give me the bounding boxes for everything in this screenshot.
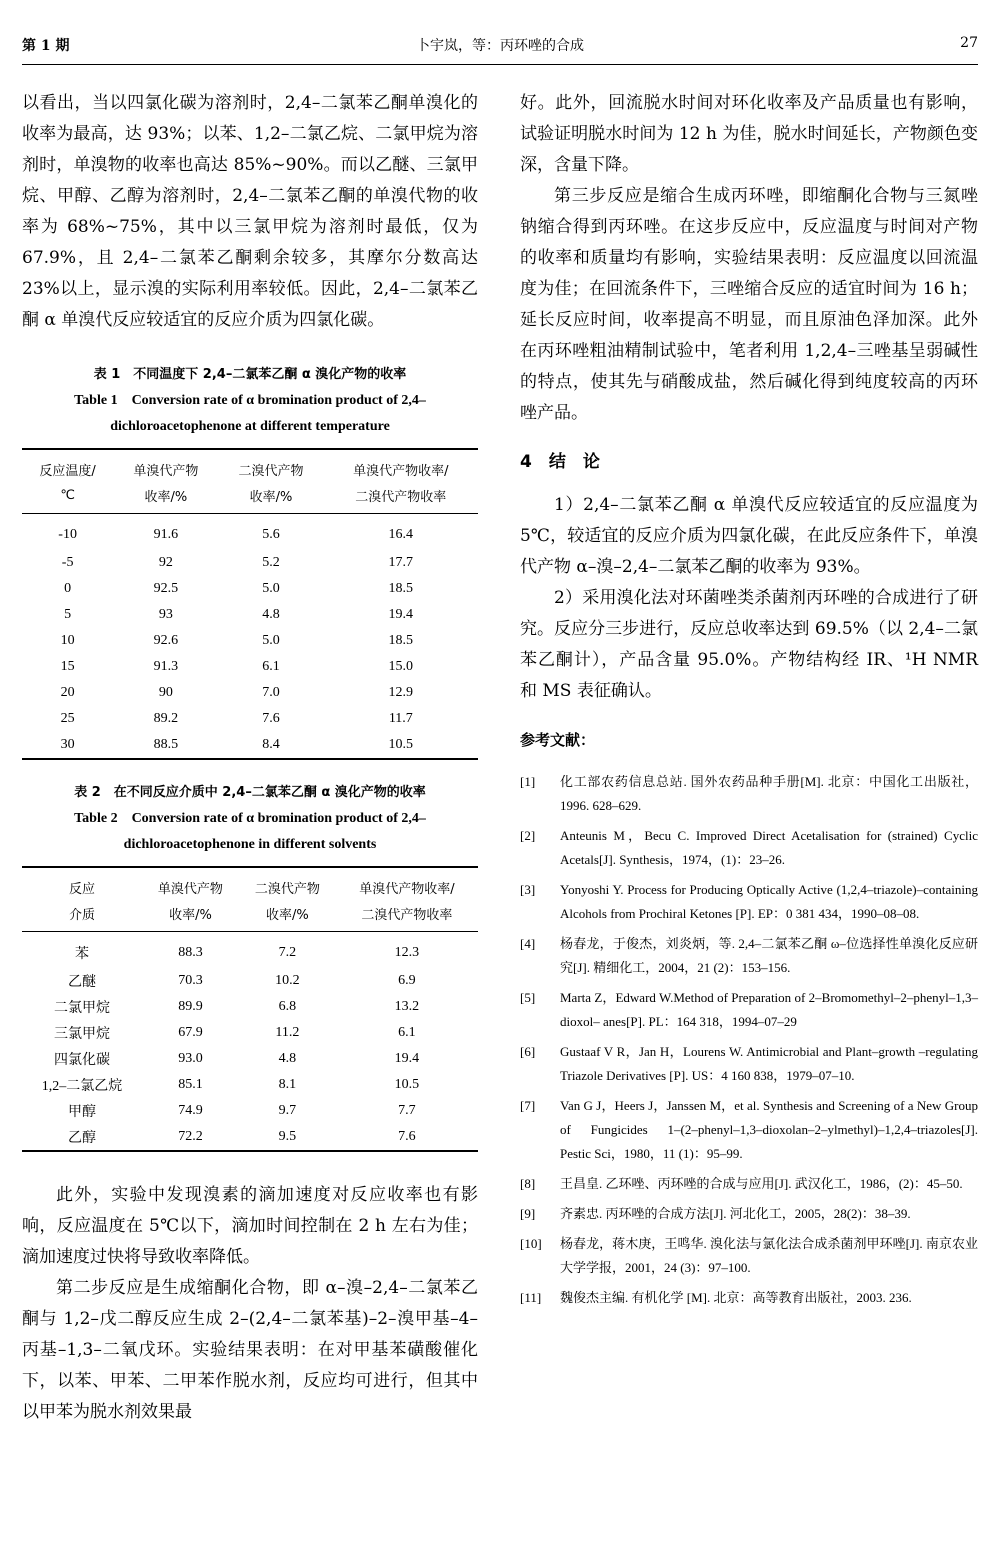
table1-cell: -5 [61, 555, 74, 570]
reference-text: Anteunis M，Becu C. Improved Direct Acetalisation for (strained) Cyclic Acetals[J]. Synthesis，1974，(1)：23–26. [560, 828, 978, 867]
table2-cell: 12.3 [394, 945, 420, 960]
table1-header-cell: 单溴代产物 [113, 449, 218, 482]
table1-row [22, 706, 478, 732]
table2-row [22, 1124, 478, 1151]
table2-cell: 8.1 [278, 1077, 297, 1092]
table1-cell: 0 [64, 581, 72, 596]
table2-cell: 10.2 [275, 973, 300, 988]
table2-cell: 88.3 [178, 945, 203, 960]
table2-cell: 9.7 [278, 1103, 297, 1118]
table2-cell: 四氯化碳 [53, 1053, 110, 1068]
table1-header-cell: 收率/% [113, 482, 218, 514]
table2-caption-en-line2: dichloroacetophenone in different solvents [123, 837, 377, 852]
table1-cell: 91.3 [153, 659, 179, 674]
table1-row [22, 654, 478, 680]
table1-cell: 11.7 [388, 711, 413, 726]
table2-cell: 4.8 [278, 1051, 297, 1066]
reference-text: Gustaaf V R，Jan H，Lourens W. Antimicrobial and Plant–growth –regulating Triazole Derivatives [P]. US：4 160 838，1979–07–10. [560, 1044, 978, 1083]
table2-caption-cn: 表 2 在不同反应介质中 2,4–二氯苯乙酮 α 溴化产物的收率 [74, 785, 426, 800]
reference-item [520, 1232, 978, 1280]
table2-header-cell: 二溴代产物 [239, 867, 336, 900]
table2-row [22, 994, 478, 1020]
reference-item [520, 1202, 978, 1226]
paragraph: 以看出，当以四氯化碳为溶剂时，2,4–二氯苯乙酮单溴化的收率为最高，达 93%；以苯、1,2–二氯乙烷、二氯甲烷为溶剂时，单溴物的收率也高达 85%~90%。而以乙醚、三氯甲烷、甲醇、乙醇为溶剂时，2,4–二氯苯乙酮的单溴代物的收率为 68%~75%，其中以三氯甲烷为溶剂时最低，仅为 67.9%，且 2,4–二氯苯乙酮剩余较多，其摩尔分数高达 23%以上，显示溴的实际利用率较低。因此，2,4–二氯苯乙酮 α 单溴代反应较适宜的反应介质为四氯化碳。 [22, 93, 478, 330]
table2-header-cell: 二溴代产物收率 [336, 900, 478, 932]
table1-cell: 18.5 [388, 581, 414, 596]
left-column [22, 88, 478, 1428]
reference-number: [7] [520, 1098, 536, 1113]
table2-cell: 苯 [74, 947, 89, 962]
reference-number: [4] [520, 936, 536, 951]
reference-text: 魏俊杰主编. 有机化学 [M]. 北京：高等教育出版社，2003. 236. [560, 1290, 912, 1305]
table2-row [22, 1072, 478, 1098]
reference-item [520, 1172, 978, 1196]
table2-cell: 70.3 [178, 973, 203, 988]
paragraph: 第二步反应是生成缩酮化合物，即 α–溴–2,4–二氯苯乙酮与 1,2–戊二醇反应生成 2–(2,4–二氯苯基)–2–溴甲基–4–丙基–1,3–二氧戊环。实验结果表明：在对甲基苯磺酸催化下，以苯、甲苯、二甲苯作脱水剂，反应均可进行，但其中以甲苯为脱水剂效果最 [22, 1278, 478, 1422]
table2-cell: 13.2 [394, 999, 420, 1014]
table1-caption-en-line1: Table 1 Conversion rate of α bromination product of 2,4– [74, 393, 426, 408]
table1-cell: 20 [60, 685, 75, 700]
table1-caption-en-line2: dichloroacetophenone at different temperature [110, 419, 390, 434]
table1-header-cell: 反应温度/ [22, 449, 113, 482]
table1-cell: 4.8 [262, 607, 280, 622]
table2-cell: 19.4 [394, 1051, 420, 1066]
reference-number: [9] [520, 1206, 536, 1221]
table2-cell: 甲醇 [67, 1105, 96, 1120]
table1-row [22, 732, 478, 759]
table1-cell: 8.4 [218, 732, 323, 759]
table1-cell: 18.5 [388, 633, 414, 648]
table1-header-cell: 二溴代产物 [218, 449, 323, 482]
table2-row [22, 1020, 478, 1046]
reference-item [520, 1286, 978, 1310]
reference-item [520, 770, 978, 818]
table2-cell: 6.9 [398, 973, 416, 988]
table2-row [22, 968, 478, 994]
table1-cell: 10.5 [324, 732, 478, 759]
table1-header-cell: 二溴代产物收率 [324, 482, 478, 514]
table1-cell: 90 [158, 685, 173, 700]
reference-number: [5] [520, 990, 536, 1005]
running-title: 卜宇岚，等：丙环唑的合成 [416, 38, 584, 54]
table1-cell: 5 [64, 607, 72, 622]
table2-row [22, 1098, 478, 1124]
reference-item [520, 932, 978, 980]
table1-cell: 92 [158, 555, 173, 570]
reference-text: 齐素忠. 丙环唑的合成方法[J]. 河北化工，2005，28(2)：38–39. [560, 1206, 911, 1221]
table1-cell: 88.5 [113, 732, 218, 759]
table2-cell: 二氯甲烷 [53, 1001, 110, 1016]
section-heading: 4 结 论 [520, 452, 600, 472]
reference-number: [8] [520, 1176, 536, 1191]
table1-header-row [22, 482, 478, 514]
table2-header-cell: 单溴代产物收率/ [336, 867, 478, 900]
table1-cell: 5.6 [262, 527, 280, 542]
page-header [22, 35, 978, 65]
table2-row [22, 932, 478, 969]
paragraph: 此外，实验中发现溴素的滴加速度对反应收率也有影响，反应温度在 5℃以下，滴加时间控制在 2 h 左右为佳；滴加速度过快将导致收率降低。 [22, 1185, 478, 1267]
paragraph: 第三步反应是缩合生成丙环唑，即缩酮化合物与三氮唑钠缩合得到丙环唑。在这步反应中，反应温度与时间对产物的收率和质量均有影响，实验结果表明：反应温度以回流温度为佳；在回流条件下，三唑缩合反应的适宜时间为 16 h；延长反应时间，收率提高不明显，而且原油色泽加深。此外在丙环唑粗油精制试验中，笔者利用 1,2,4–三唑基呈弱碱性的特点，使其先与硝酸成盐，然后碱化得到纯度较高的丙环唑产品。 [520, 186, 978, 423]
table2-cell: 6.8 [278, 999, 297, 1014]
table2-header-cell: 收率/% [239, 900, 336, 932]
table1-cell: 17.7 [388, 555, 414, 570]
table1-cell: 25 [60, 711, 75, 726]
reference-item [520, 986, 978, 1034]
table2-cell: 7.7 [398, 1103, 416, 1118]
right-column [520, 88, 978, 1316]
table1-cell: 19.4 [388, 607, 414, 622]
table2-header-row [22, 867, 478, 900]
table2-cell: 67.9 [178, 1025, 203, 1040]
table2-cell: 74.9 [178, 1103, 203, 1118]
paragraph: 好。此外，回流脱水时间对环化收率及产品质量也有影响，试验证明脱水时间为 12 h 为佳，脱水时间延长，产物颜色变深，含量下降。 [520, 93, 978, 175]
reference-text: Marta Z，Edward W.Method of Preparation of 2–Bromomethyl–2–phenyl–1,3–dioxol– anes[P]. PL：164 318，1994–07–29 [560, 990, 978, 1029]
reference-text: 杨春龙，蒋木庚，王鸣华. 溴化法与氯化法合成杀菌剂甲环唑[J]. 南京农业大学学报，2001，24 (3)：97–100. [560, 1236, 978, 1275]
table1-cell: 7.0 [262, 685, 280, 700]
reference-number: [1] [520, 774, 536, 789]
table1-header-row [22, 449, 478, 482]
table2-header-cell: 反应 [22, 867, 142, 900]
reference-text: 王昌皇. 乙环唑、丙环唑的合成与应用[J]. 武汉化工，1986，(2)：45–50. [560, 1176, 963, 1191]
table1-cell: -10 [58, 527, 77, 542]
table1-caption-cn: 表 1 不同温度下 2,4–二氯苯乙酮 α 溴化产物的收率 [93, 367, 407, 382]
table2-cell: 7.2 [278, 945, 297, 960]
table1-row [22, 628, 478, 654]
table1-cell: 89.2 [153, 711, 179, 726]
table1-cell: 7.6 [262, 711, 280, 726]
table2-cell: 7.6 [336, 1124, 478, 1151]
table1-cell: 5.2 [262, 555, 280, 570]
table1-header-cell: 收率/% [218, 482, 323, 514]
table2-header-cell: 介质 [22, 900, 142, 932]
table2 [22, 866, 478, 1152]
table1-cell: 93 [158, 607, 173, 622]
table1-cell: 30 [22, 732, 113, 759]
table1-cell: 91.6 [153, 527, 179, 542]
table2-header-row [22, 900, 478, 932]
table1-cell: 15 [60, 659, 75, 674]
reference-text: Yonyoshi Y. Process for Producing Optically Active (1,2,4–triazole)–containing Alcohols from Prochiral Ketones [P]. EP：0 381 434，1990–08–08. [560, 882, 978, 921]
table1-cell: 5.0 [262, 581, 280, 596]
table2-cell: 89.9 [178, 999, 203, 1014]
table1-row [22, 514, 478, 551]
reference-number: [2] [520, 828, 536, 843]
reference-number: [11] [520, 1290, 542, 1305]
table1-cell: 5.0 [262, 633, 280, 648]
reference-number: [3] [520, 882, 536, 897]
table2-cell: 85.1 [178, 1077, 203, 1092]
table1-cell: 6.1 [262, 659, 280, 674]
table2-caption-en-line1: Table 2 Conversion rate of α bromination product of 2,4– [74, 811, 426, 826]
reference-item [520, 1094, 978, 1166]
table2-cell: 1,2–二氯乙烷 [41, 1079, 123, 1094]
table1-cell: 12.9 [388, 685, 414, 700]
conclusion-item: 1）2,4–二氯苯乙酮 α 单溴代反应较适宜的反应温度为 5℃，较适宜的反应介质为四氯化碳，在此反应条件下，单溴代产物 α–溴–2,4–二氯苯乙酮的收率为 93%。 [520, 495, 978, 577]
table2-cell: 乙醇 [22, 1124, 142, 1151]
table2-cell: 72.2 [142, 1124, 239, 1151]
reference-number: [10] [520, 1236, 542, 1251]
reference-item [520, 1040, 978, 1088]
table1-header-cell: 单溴代产物收率/ [324, 449, 478, 482]
reference-item [520, 824, 978, 872]
table1-cell: 92.6 [153, 633, 179, 648]
table2-body [22, 932, 478, 1152]
table2-cell: 11.2 [275, 1025, 300, 1040]
reference-text: 杨春龙，于俊杰，刘炎炳，等. 2,4–二氯苯乙酮 ω–位选择性单溴化反应研究[J]. 精细化工，2004，21 (2)：153–156. [560, 936, 978, 975]
table2-header-cell: 收率/% [142, 900, 239, 932]
table2-cell: 10.5 [394, 1077, 420, 1092]
table1-row [22, 576, 478, 602]
header-rule [22, 64, 978, 65]
table2-cell: 6.1 [398, 1025, 416, 1040]
references-heading: 参考文献： [520, 731, 596, 749]
reference-text: Van G J，Heers J，Janssen M，et al. Synthesis and Screening of a New Group of Fungicides 1–(2–phenyl–1,3–dioxolan–2–ylmethyl)–1,2,4–triazoles[J]. Pestic Sci，1980，11 (1)：95–99. [560, 1098, 978, 1161]
table1-row [22, 550, 478, 576]
table1-cell: 92.5 [153, 581, 179, 596]
reference-list [520, 770, 978, 1310]
table2-cell: 三氯甲烷 [53, 1027, 110, 1042]
table1-cell: 16.4 [388, 527, 414, 542]
issue-label: 第 1 期 [22, 38, 70, 54]
table1-row [22, 680, 478, 706]
table2-cell: 9.5 [239, 1124, 336, 1151]
conclusion-item: 2）采用溴化法对环菌唑类杀菌剂丙环唑的合成进行了研究。反应分三步进行，反应总收率达到 69.5%（以 2,4–二氯苯乙酮计），产品含量 95.0%。产物结构经 IR、¹H NMR 和 MS 表征确认。 [520, 588, 978, 701]
table1-header-cell: ℃ [22, 482, 113, 514]
table1-row [22, 602, 478, 628]
table2-row [22, 1046, 478, 1072]
table1-cell: 10 [60, 633, 75, 648]
reference-number: [6] [520, 1044, 536, 1059]
table1 [22, 448, 478, 760]
reference-text: 化工部农药信息总站. 国外农药品种手册[M]. 北京：中国化工出版社，1996. 628–629. [560, 774, 978, 813]
page-number: 27 [960, 35, 978, 51]
table2-header-cell: 单溴代产物 [142, 867, 239, 900]
table2-cell: 乙醚 [67, 975, 96, 990]
table1-cell: 15.0 [388, 659, 414, 674]
reference-item [520, 878, 978, 926]
table2-cell: 93.0 [178, 1051, 203, 1066]
table1-body [22, 514, 478, 760]
